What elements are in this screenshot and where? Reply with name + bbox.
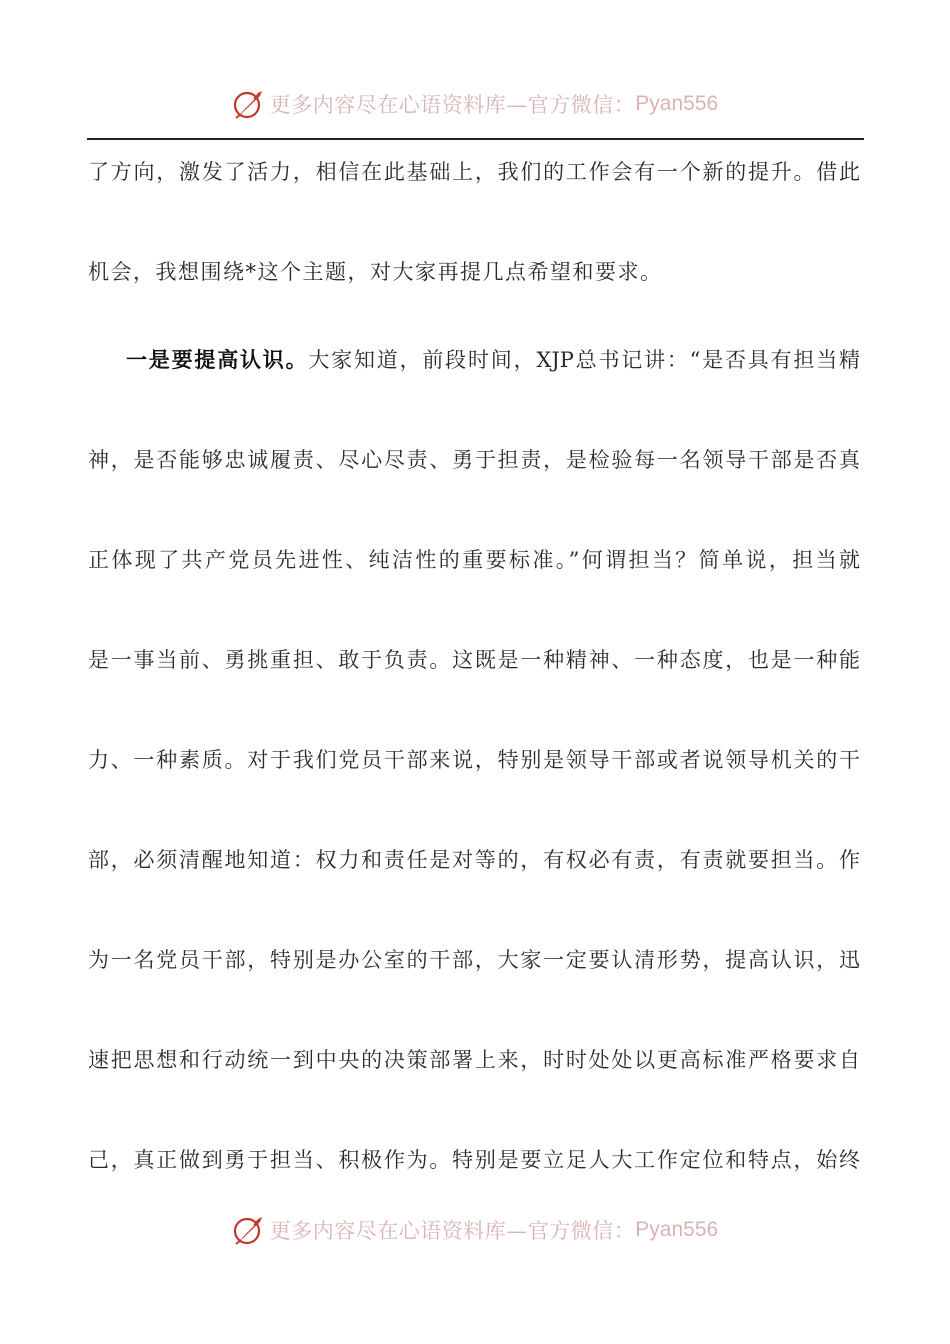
body-line: 是一事当前、勇挑重担、敢于负责。这既是一种精神、一种态度，也是一种能	[88, 648, 860, 672]
header-banner	[0, 84, 950, 124]
footer-banner	[0, 1210, 950, 1250]
body-line: 为一名党员干部，特别是办公室的干部，大家一定要认清形势，提高认识，迅	[88, 948, 860, 972]
body-line: 了方向，激发了活力，相信在此基础上，我们的工作会有一个新的提升。借此	[88, 160, 860, 184]
body-line: 己，真正做到勇于担当、积极作为。特别是要立足人大工作定位和特点，始终	[88, 1148, 860, 1172]
header-brand-text: 更多内容尽在心语资料库—官方微信：	[269, 93, 636, 117]
paragraph-text: 大家知道，前段时间，XJP总书记讲：“是否具有担当精	[308, 348, 860, 372]
body-line: 力、一种素质。对于我们党员干部来说，特别是领导干部或者说领导机关的干	[88, 748, 860, 772]
paragraph-lead: 一是要提高认识。	[126, 347, 309, 372]
body-line: 部，必须清醒地知道：权力和责任是对等的，有权必有责，有责就要担当。作	[88, 848, 860, 872]
header-wechat-handle: Pyan556	[635, 92, 719, 115]
body-line	[88, 332, 860, 432]
body-line: 速把思想和行动统一到中央的决策部署上来，时时处处以更高标准严格要求自	[88, 1048, 860, 1072]
quill-pen-circle-icon	[232, 87, 266, 121]
footer-brand-text: 更多内容尽在心语资料库—官方微信：	[269, 1219, 636, 1243]
body-line: 神，是否能够忠诚履责、尽心尽责、勇于担责，是检验每一名领导干部是否真	[88, 448, 860, 472]
body-line: 机会，我想围绕*这个主题，对大家再提几点希望和要求。	[88, 260, 663, 284]
document-body	[88, 144, 860, 1232]
quill-pen-circle-icon	[232, 1213, 266, 1247]
body-line: 正体现了共产党员先进性、纯洁性的重要标准。”何谓担当？简单说，担当就	[88, 548, 860, 572]
footer-wechat-handle: Pyan556	[635, 1218, 719, 1241]
header-divider	[87, 138, 864, 140]
